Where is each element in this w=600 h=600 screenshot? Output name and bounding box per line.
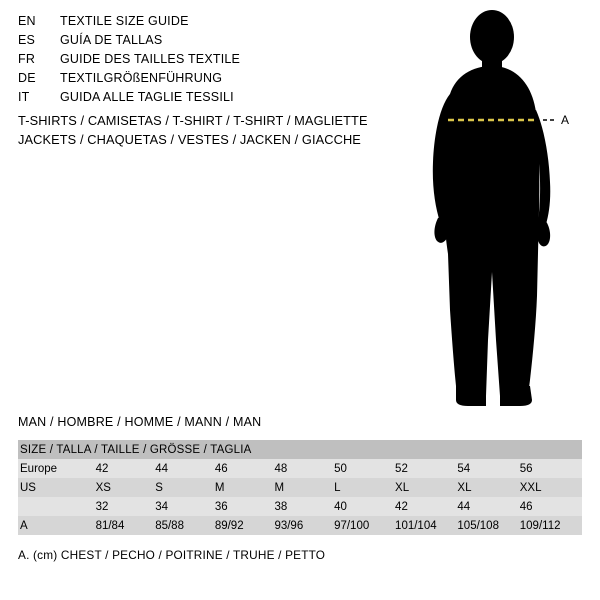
measurement-marker-a: A [561,113,570,127]
language-code-es: ES [18,33,36,47]
cell: 42 [95,462,109,475]
cell: 109/112 [519,519,561,532]
cell: 46 [214,462,228,475]
cell: XL [395,481,410,494]
row-label-us: US [20,481,36,494]
cell: 97/100 [334,519,370,532]
language-row-de [18,71,378,90]
row-label-us-numeric [18,497,96,516]
language-text-en: TEXTILE SIZE GUIDE [60,14,189,28]
silhouette-svg [400,10,590,410]
gender-title: MAN / HOMBRE / HOMME / MANN / MAN [18,415,262,429]
cell: 42 [395,500,408,513]
category-headings [18,111,418,149]
cell: XXL [519,481,542,494]
cell: 101/104 [395,519,437,532]
cell: 48 [274,462,288,475]
cell: 46 [519,500,533,513]
language-code-it: IT [18,90,30,104]
language-row-fr [18,52,378,71]
male-silhouette-figure [400,10,590,410]
footnote-chest: A. (cm) CHEST / PECHO / POITRINE / TRUHE / PETTO [18,548,326,562]
language-text-it: GUIDA ALLE TAGLIE TESSILI [60,90,234,104]
category-tshirts: T-SHIRTS / CAMISETAS / T-SHIRT / T-SHIRT / MAGLIETTE [18,113,368,128]
cell: XL [457,481,472,494]
language-row-es [18,33,378,52]
size-table [18,440,582,535]
cell: 81/84 [95,519,125,532]
language-code-fr: FR [18,52,36,66]
language-code-en: EN [18,14,36,28]
cell: S [155,481,163,494]
cell: 105/108 [457,519,499,532]
language-code-de: DE [18,71,36,85]
cell: 44 [155,462,168,475]
cell: 34 [155,500,168,513]
cell: M [214,481,225,494]
language-row-en [18,14,378,33]
language-legend [18,14,378,109]
table-row [18,459,582,478]
cell: 36 [214,500,228,513]
cell: 40 [334,500,347,513]
table-row [18,516,582,535]
cell: 89/92 [214,519,244,532]
row-label-europe: Europe [20,462,58,475]
table-header-label: SIZE / TALLA / TAILLE / GRÖSSE / TAGLIA [20,443,252,456]
cell: M [274,481,285,494]
category-jackets: JACKETS / CHAQUETAS / VESTES / JACKEN / GIACCHE [18,132,361,147]
language-text-de: TEXTILGRÖßENFÜHRUNG [60,71,223,85]
cell: 32 [95,500,109,513]
cell: 56 [519,462,533,475]
row-label-a: A [20,519,28,532]
cell: 50 [334,462,347,475]
cell: L [334,481,341,494]
cell: 54 [457,462,471,475]
cell: XS [95,481,111,494]
language-text-fr: GUIDE DES TAILLES TEXTILE [60,52,241,66]
table-header-row [18,440,582,459]
cell: 93/96 [274,519,304,532]
cell: 52 [395,462,408,475]
language-text-es: GUÍA DE TALLAS [60,33,163,47]
table-row [18,497,582,516]
cell: 38 [274,500,288,513]
language-row-it [18,90,378,109]
table-row [18,478,582,497]
cell: 85/88 [155,519,184,532]
cell: 44 [457,500,471,513]
